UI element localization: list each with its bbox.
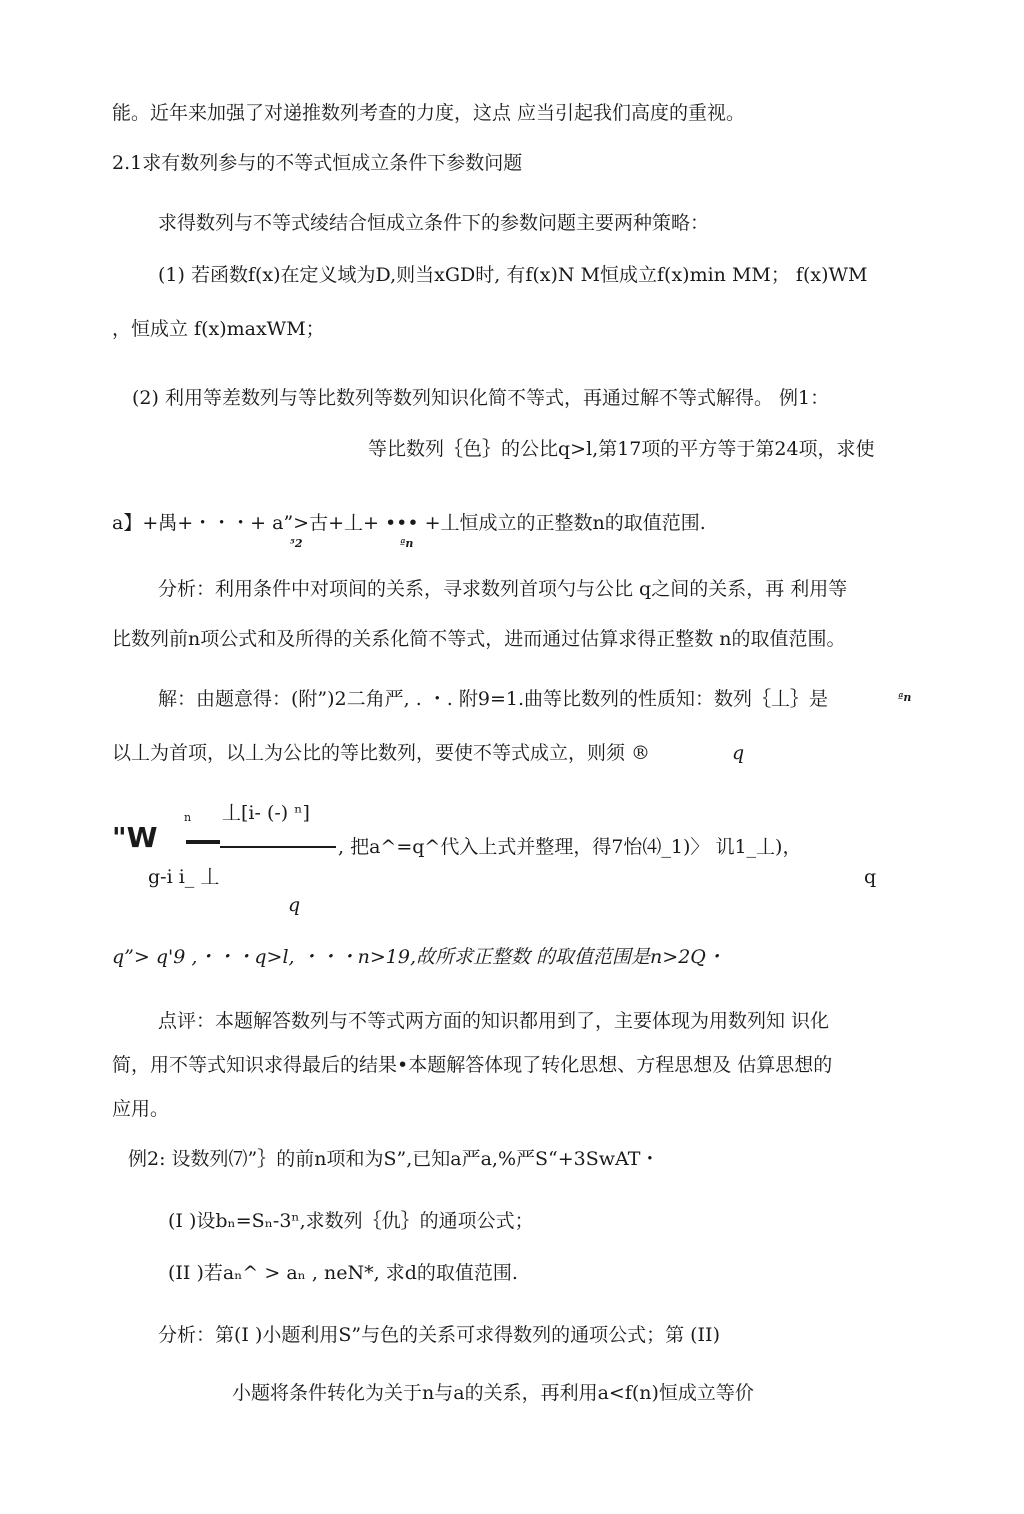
fraction-bar <box>186 840 220 844</box>
example-heading: 例2: 设数列⑺”｝的前n项和为S”,已知a严a,%严S“+3SwAT・ <box>128 1148 660 1170</box>
subscript: ªn <box>898 691 912 704</box>
math-symbol: q <box>864 866 877 888</box>
math-symbol: q <box>732 742 745 764</box>
formula-line: , 把a^=q^代入上式并整理，得7怡⑷_1)〉 讥1_丄)， <box>338 836 802 858</box>
text-line: (2) 利用等差数列与等比数列等数列知识化简不等式，再通过解不等式解得。 例1： <box>132 387 830 409</box>
text-line: 小题将条件转化为关于n与a的关系，再利用a<f(n)恒成立等价 <box>232 1382 754 1404</box>
text-line: 解：由题意得：(附”)2二角严, . ・. 附9=1.曲等比数列的性质知：数列｛丄｝是 <box>158 688 829 710</box>
text-line: (1) 若函数f(x)在定义域为D,则当xGD时, 有f(x)N M恒成立f(x)min MM； f(x)WM <box>158 264 868 286</box>
superscript: n <box>184 811 192 824</box>
text-line: 以丄为首项，以丄为公比的等比数列，要使不等式成立，则须 ® <box>112 742 651 764</box>
subscript: ªn <box>400 537 414 550</box>
text-line: (II )若aₙ^ > aₙ , neN*, 求d的取值范围. <box>168 1262 518 1284</box>
section-heading: 2.1求有数列参与的不等式恒成立条件下参数问题 <box>112 152 523 174</box>
math-symbol: "W <box>112 821 158 854</box>
formula-line: a】+禺+・・・+ a”>古+丄+ ••• +丄恒成立的正整数n的取值范围. <box>112 512 706 534</box>
text-line: 能。近年来加强了对递推数列考查的力度，这点 应当引起我们高度的重视。 <box>112 102 746 124</box>
text-line: 应用。 <box>112 1098 170 1120</box>
formula-line: q”> q'9 ,・・・q>l, ・・・n>19,故所求正整数 的取值范围是n>2Q・ <box>112 946 725 968</box>
subscript: ⁵2 <box>290 537 303 550</box>
text-line: 等比数列｛色｝的公比q>l,第17项的平方等于第24项，求使 <box>368 438 875 460</box>
math-symbol: q <box>288 894 301 916</box>
text-line: 点评：本题解答数列与不等式两方面的知识都用到了，主要体现为用数列知 识化 <box>158 1010 830 1032</box>
fraction-bar <box>220 846 336 848</box>
text-line: 简，用不等式知识求得最后的结果•本题解答体现了转化思想、方程思想及 估算思想的 <box>112 1054 833 1076</box>
fraction-denominator: g-i i_ 丄 <box>148 866 220 888</box>
text-line: 分析：第(I )小题利用S”与色的关系可求得数列的通项公式；第 (II) <box>158 1324 720 1346</box>
fraction-numerator: 丄[i- (-) ⁿ] <box>222 802 310 824</box>
text-line: ，恒成立 f(x)maxWM； <box>112 318 325 340</box>
text-line: 比数列前n项公式和及所得的关系化简不等式，进而通过估算求得正整数 n的取值范围。 <box>112 628 846 650</box>
text-line: 求得数列与不等式绫结合恒成立条件下的参数问题主要两种策略： <box>158 212 710 234</box>
text-line: (I )设bₙ=Sₙ-3ⁿ,求数列｛仇｝的通项公式； <box>168 1210 534 1232</box>
text-line: 分析：利用条件中对项间的关系，寻求数列首项勺与公比 q之间的关系，再 利用等 <box>158 578 848 600</box>
